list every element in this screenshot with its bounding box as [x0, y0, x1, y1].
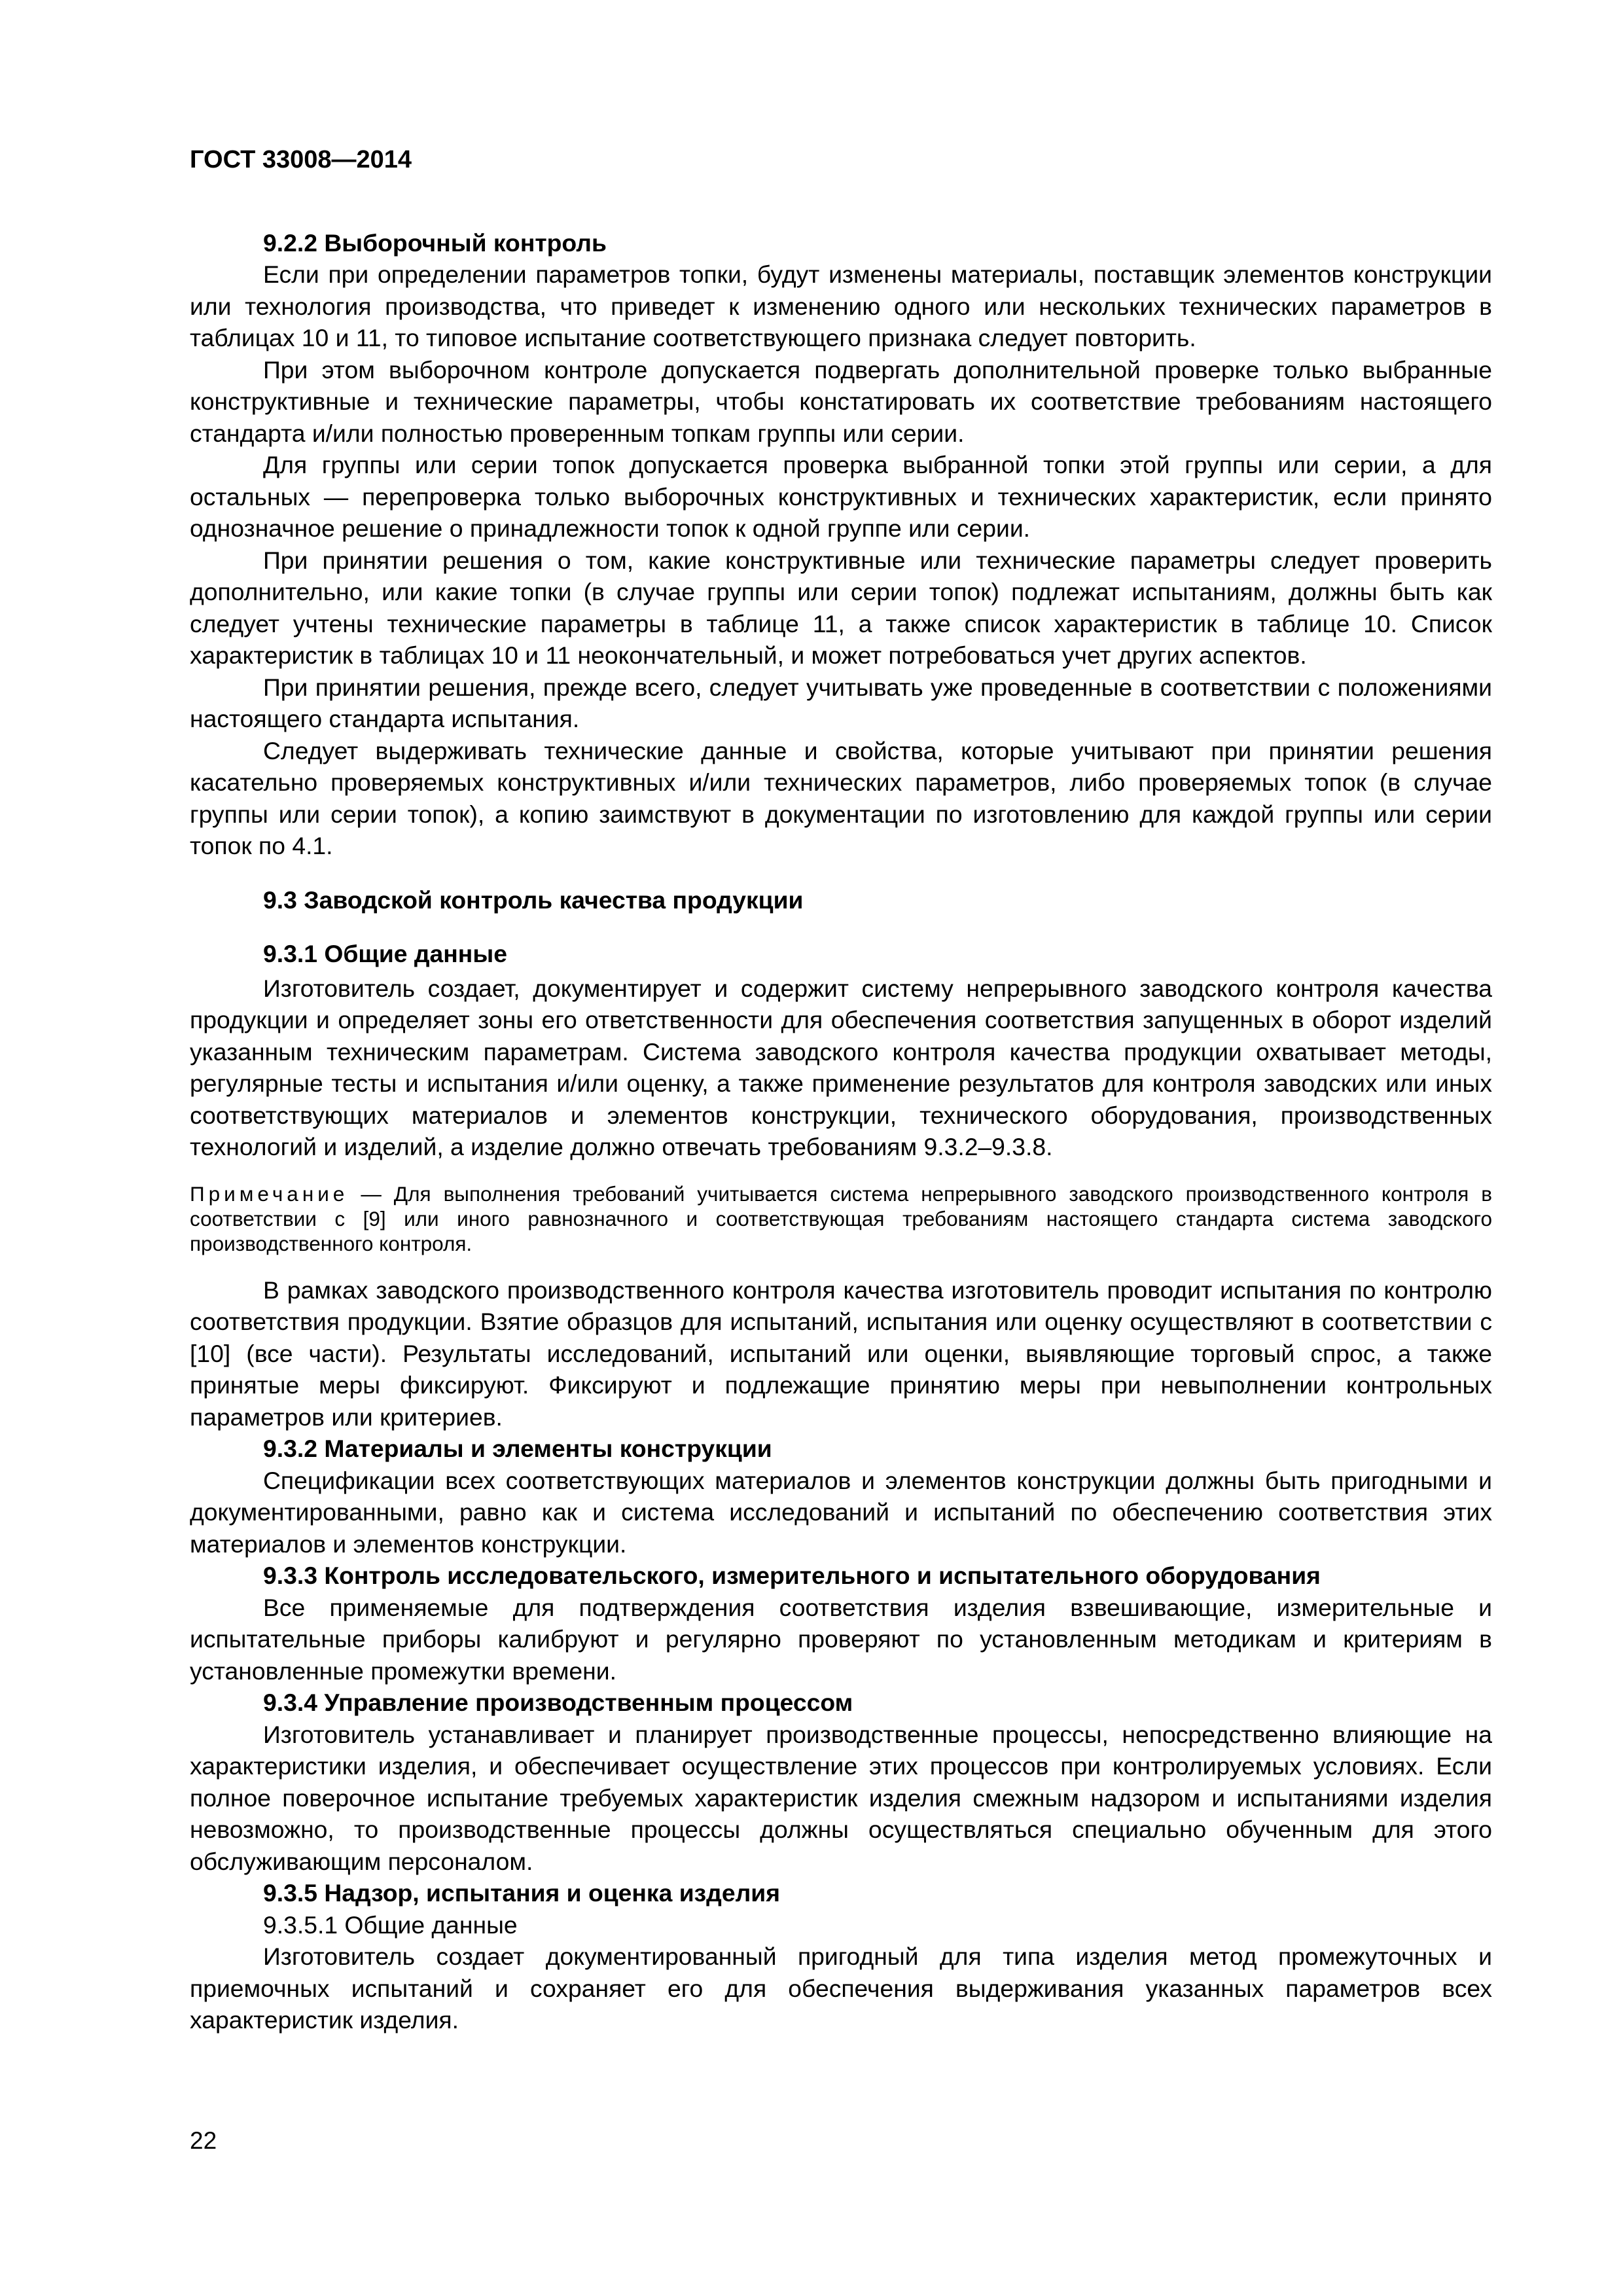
section-heading: 9.3.4 Управление производственным процессом — [263, 1689, 853, 1716]
paragraph: Если при определении параметров топки, будут изменены материалы, поставщик элементов конструкции или технология производства, что приведет к изменению одного или нескольких технических параметров в таблицах 10 и 11, то типовое испытание соответствующего признака следует повторить. — [190, 260, 1492, 351]
subsection-heading: 9.3.5.1 Общие данные — [263, 1910, 518, 1939]
note-text: — Для выполнения требований учитывается система непрерывного заводского производственного контроля в соответствии с [9] или иного равнозначного и соответствующая требованиям настоящего стандарта система заводского производственного контроля. — [190, 1181, 1492, 1255]
document-header: ГОСТ 33008—2014 — [190, 146, 412, 173]
section-heading: 9.3 Заводской контроль качества продукции — [263, 886, 804, 914]
page-number: 22 — [190, 2127, 217, 2154]
section-heading: 9.2.2 Выборочный контроль — [263, 228, 607, 257]
section-heading: 9.3.1 Общие данные — [263, 940, 507, 967]
section-heading: 9.3.5 Надзор, испытания и оценка изделия — [263, 1879, 780, 1907]
paragraph: Изготовитель создает, документирует и содержит систему непрерывного заводского контроля качества продукции и определяет зоны его ответственности для обеспечения соответствия запущенных в оборот изделий указанным техническим параметрам. Система заводского контроля качества продукции охватывает методы, регулярные тесты и испытания и/или оценку, а также применение результатов для контроля заводских или иных соответствующих материалов и элементов конструкции, технического оборудования, производственных технологий и изделий, а изделие должно отвечать требованиям 9.3.2–9.3.8. — [190, 974, 1492, 1160]
document-page — [190, 144, 1492, 2036]
paragraph: При принятии решения, прежде всего, следует учитывать уже проведенные в соответствии с положениями настоящего стандарта испытания. — [190, 673, 1492, 732]
paragraph: Изготовитель создает документированный пригодный для типа изделия метод промежуточных и приемочных испытаний и сохраняет его для обеспечения выдерживания указанных параметров всех характеристик изделия. — [190, 1943, 1492, 2034]
section-heading: 9.3.3 Контроль исследовательского, измерительного и испытательного оборудования — [263, 1562, 1321, 1589]
paragraph: Все применяемые для подтверждения соответствия изделия взвешивающие, измерительные и испытательные приборы калибруют и регулярно проверяют по установленным методикам и критериям в установленные промежутки времени. — [190, 1593, 1492, 1685]
document-body — [190, 227, 1492, 2036]
note-label: Примечание — [190, 1181, 349, 1206]
paragraph: При принятии решения о том, какие конструктивные или технические параметры следует проверить дополнительно, или какие топки (в случае группы или серии топок) подлежат испытаниям, должны быть как следует учтены технические параметры в таблице 11, а также список характеристик в таблице 10. Список характеристик в таблицах 10 и 11 неокончательный, и может потребоваться учет других аспектов. — [190, 546, 1492, 669]
note-paragraph — [190, 1181, 1492, 1256]
paragraph: Следует выдерживать технические данные и свойства, которые учитывают при принятии решения касательно проверяемых конструктивных и/или технических параметров, либо проверяемых топок (в случае группы или серии топок), а копию заимствуют в документации по изготовлению для каждой группы или серии топок по 4.1. — [190, 736, 1492, 859]
paragraph: В рамках заводского производственного контроля качества изготовитель проводит испытания по контролю соответствия продукции. Взятие образцов для испытаний, испытания или оценку осуществляют в соответствии с [10] (все части). Результаты исследований, испытаний или оценки, выявляющие торговый спрос, а также принятые меры фиксируют. Фиксируют и подлежащие принятию меры при невыполнении контрольных параметров или критериев. — [190, 1276, 1492, 1431]
paragraph: Спецификации всех соответствующих материалов и элементов конструкции должны быть пригодными и документированными, равно как и система исследований и испытаний по обеспечению соответствия этих материалов и элементов конструкции. — [190, 1466, 1492, 1558]
paragraph: Изготовитель устанавливает и планирует производственные процессы, непосредственно влияющие на характеристики изделия, и обеспечивает осуществление этих процессов при контролируемых условиях. Если полное поверочное испытание требуемых характеристик изделия смежным надзором и испытаниями изделия невозможно, то производственные процессы должны осуществляться специально обученным для этого обслуживающим персоналом. — [190, 1720, 1492, 1875]
paragraph: При этом выборочном контроле допускается подвергать дополнительной проверке только выбранные конструктивные и технические параметры, чтобы констатировать их соответствие требованиям настоящего стандарта и/или полностью проверенным топкам группы или серии. — [190, 355, 1492, 447]
paragraph: Для группы или серии топок допускается проверка выбранной топки этой группы или серии, а для остальных — перепроверка только выборочных конструктивных и технических характеристик, если принято однозначное решение о принадлежности топок к одной группе или серии. — [190, 451, 1492, 542]
section-heading: 9.3.2 Материалы и элементы конструкции — [263, 1435, 772, 1462]
